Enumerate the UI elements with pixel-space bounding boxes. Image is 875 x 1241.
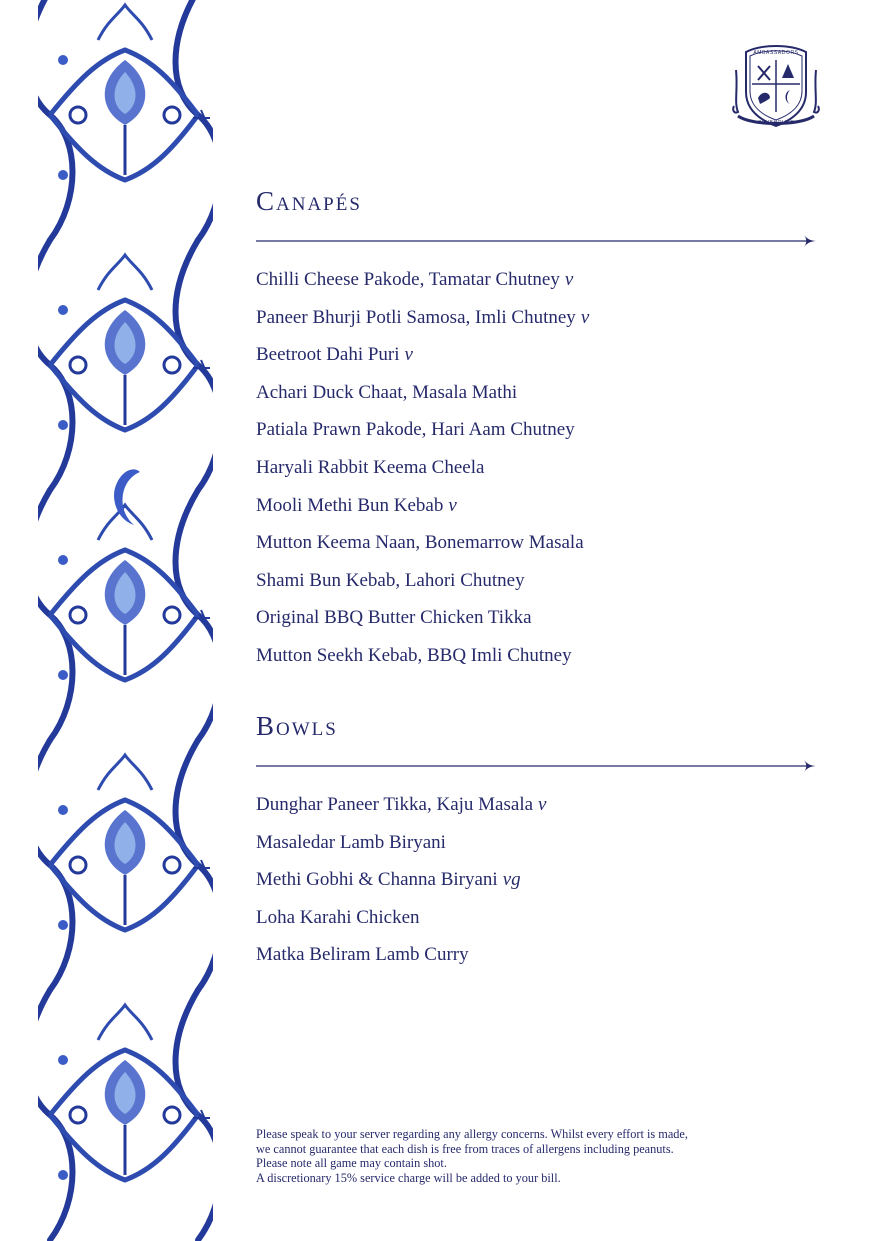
bowls-list xyxy=(256,794,546,982)
crest-bottom-text: CLUBHOUSE xyxy=(757,120,795,126)
clubhouse-crest-logo xyxy=(732,40,820,130)
canapes-list xyxy=(256,269,589,683)
dietary-tag: v xyxy=(538,794,547,815)
dietary-tag: v xyxy=(564,269,574,290)
crest-top-text: AMBASSADORS xyxy=(753,50,799,56)
section-title-bowls: Bowls xyxy=(256,711,338,741)
menu-item xyxy=(256,794,546,832)
menu-item xyxy=(256,419,589,457)
menu-item xyxy=(256,832,546,870)
dish-name: Methi Gobhi & Channa Biryani xyxy=(256,869,498,891)
menu-item xyxy=(256,645,589,683)
dish-name: Mooli Methi Bun Kebab xyxy=(256,494,444,516)
menu-item xyxy=(256,495,589,533)
dish-name: Mutton Keema Naan, Bonemarrow Masala xyxy=(256,532,584,554)
dish-name: Paneer Bhurji Potli Samosa, Imli Chutney xyxy=(256,306,576,328)
dietary-tag: vg xyxy=(502,869,521,891)
dish-name: Matka Beliram Lamb Curry xyxy=(256,944,469,966)
menu-item xyxy=(256,457,589,495)
section-divider xyxy=(256,234,820,248)
dish-name: Achari Duck Chaat, Masala Mathi xyxy=(256,381,518,403)
dish-name: Haryali Rabbit Keema Cheela xyxy=(256,456,485,478)
section-divider xyxy=(256,759,820,773)
dish-name: Loha Karahi Chicken xyxy=(256,906,420,928)
dish-name: Chilli Cheese Pakode, Tamatar Chutney xyxy=(256,269,560,290)
decorative-border xyxy=(38,0,213,1241)
dish-name: Patiala Prawn Pakode, Hari Aam Chutney xyxy=(256,419,575,441)
dietary-tag: v xyxy=(448,494,457,516)
menu-item xyxy=(256,570,589,608)
menu-item xyxy=(256,269,589,307)
dish-name: Beetroot Dahi Puri xyxy=(256,344,400,366)
allergy-notice xyxy=(256,1127,688,1185)
menu-item xyxy=(256,307,589,345)
menu-item xyxy=(256,532,589,570)
dietary-tag: v xyxy=(404,344,413,366)
menu-item xyxy=(256,907,546,945)
menu-item xyxy=(256,869,546,907)
dish-name: Shami Bun Kebab, Lahori Chutney xyxy=(256,569,525,591)
dish-name: Dunghar Paneer Tikka, Kaju Masala xyxy=(256,794,534,815)
notice-line: Please note all game may contain shot. xyxy=(256,1156,447,1170)
menu-item xyxy=(256,344,589,382)
menu-item xyxy=(256,382,589,420)
dish-name: Masaledar Lamb Biryani xyxy=(256,831,446,853)
dish-name: Mutton Seekh Kebab, BBQ Imli Chutney xyxy=(256,644,572,666)
menu-item xyxy=(256,607,589,645)
dietary-tag: v xyxy=(580,306,590,328)
notice-line: Please speak to your server regarding any allergy concerns. Whilst every effort is made, xyxy=(256,1127,688,1141)
section-title-canapes: Canapés xyxy=(256,186,362,216)
dish-name: Original BBQ Butter Chicken Tikka xyxy=(256,607,532,629)
notice-line: we cannot guarantee that each dish is free from traces of allergens including peanuts. xyxy=(256,1141,674,1156)
notice-line: A discretionary 15% service charge will be added to your bill. xyxy=(256,1170,561,1185)
menu-item xyxy=(256,944,546,982)
